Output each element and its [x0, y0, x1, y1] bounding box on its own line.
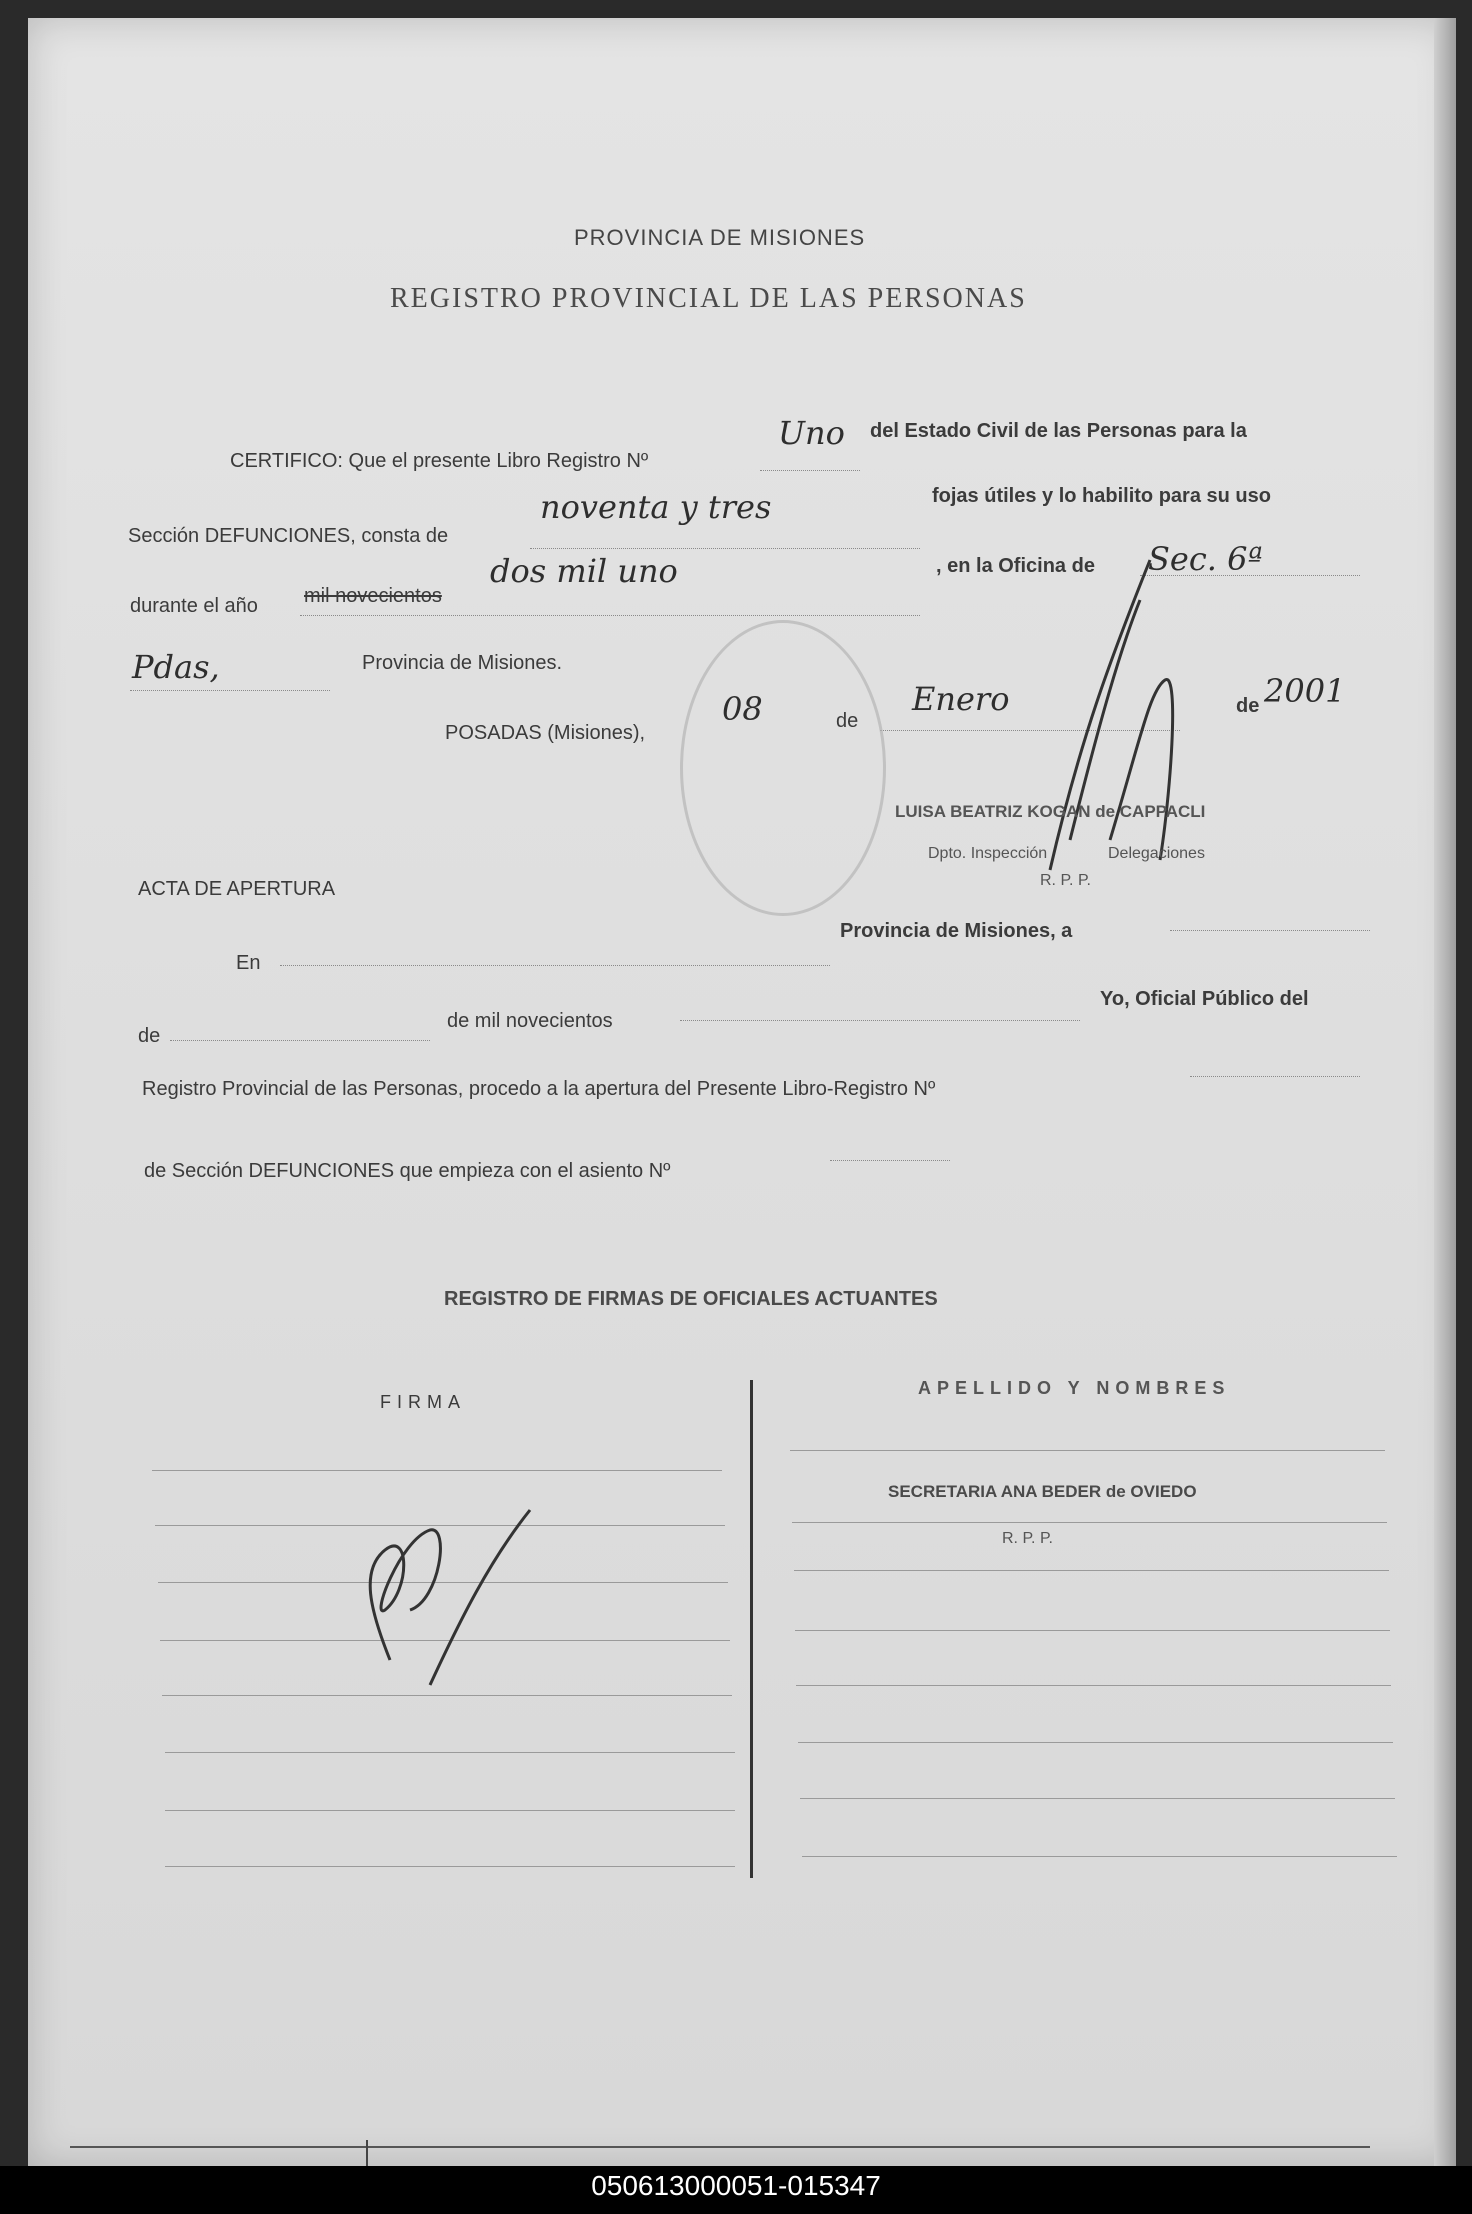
- bottom-tick: [366, 2140, 368, 2166]
- official-seal: [680, 620, 886, 916]
- city-name: POSADAS (Misiones),: [445, 722, 646, 744]
- province-heading: PROVINCIA DE MISIONES: [574, 225, 866, 250]
- book-number: Uno: [778, 414, 845, 452]
- date-de-1: de: [836, 710, 859, 732]
- col-firma-header: FIRMA: [380, 1392, 466, 1412]
- cert-line2-a: Sección DEFUNCIONES, consta de: [128, 525, 449, 547]
- date-day: 08: [722, 690, 763, 728]
- place-written: Pdas,: [132, 648, 220, 686]
- stamp-dept-b: Delegaciones: [1108, 845, 1205, 862]
- document-id: 050613000051-015347: [591, 2170, 881, 2201]
- column-divider: [750, 1380, 753, 1878]
- cert-line1-b: del Estado Civil de las Personas para la: [870, 420, 1247, 442]
- apertura-line4: Registro Provincial de las Personas, procedo a la apertura del Presente Libro-Registro Nº: [142, 1078, 936, 1100]
- cert-line3-a: durante el año: [130, 595, 258, 617]
- apertura-en: En: [236, 952, 261, 974]
- stamp-org: R. P. P.: [1040, 872, 1091, 889]
- apertura-title: ACTA DE APERTURA: [138, 878, 336, 900]
- signatures-title: REGISTRO DE FIRMAS DE OFICIALES ACTUANTES: [444, 1288, 938, 1310]
- apertura-de: de: [138, 1025, 161, 1047]
- office-name: Sec. 6ª: [1148, 540, 1263, 578]
- cert-line1-a: CERTIFICO: Que el presente Libro Registro Nº: [230, 450, 649, 472]
- apertura-line5: de Sección DEFUNCIONES que empieza con el asiento Nº: [144, 1160, 671, 1182]
- date-de-2: de: [1236, 695, 1260, 717]
- col-nombres-header: APELLIDO Y NOMBRES: [918, 1378, 1231, 1398]
- official-signature: [1040, 540, 1220, 880]
- year-written: dos mil uno: [490, 552, 678, 590]
- page-edge: [1434, 18, 1456, 2166]
- apertura-mil: de mil novecientos: [447, 1010, 613, 1032]
- cert-line2-b: fojas útiles y lo habilito para su uso: [932, 485, 1271, 507]
- stamp-name: LUISA BEATRIZ KOGAN de CAPPACLI: [895, 802, 1206, 821]
- sheets-count: noventa y tres: [540, 488, 772, 526]
- stamped-officer-org: R. P. P.: [1002, 1530, 1053, 1547]
- officer-signature: [340, 1500, 540, 1700]
- year-struck: mil novecientos: [304, 585, 442, 607]
- province-line: Provincia de Misiones.: [362, 652, 563, 674]
- stamp-dept-a: Dpto. Inspección: [928, 845, 1048, 862]
- registry-heading: REGISTRO PROVINCIAL DE LAS PERSONAS: [390, 283, 1027, 314]
- apertura-province: Provincia de Misiones, a: [840, 920, 1073, 942]
- date-month: Enero: [912, 680, 1010, 718]
- stamped-officer-name: SECRETARIA ANA BEDER de OVIEDO: [888, 1482, 1197, 1501]
- date-year: 2001: [1264, 672, 1346, 710]
- cert-line3-b: , en la Oficina de: [936, 555, 1095, 577]
- apertura-yo: Yo, Oficial Público del: [1100, 988, 1309, 1010]
